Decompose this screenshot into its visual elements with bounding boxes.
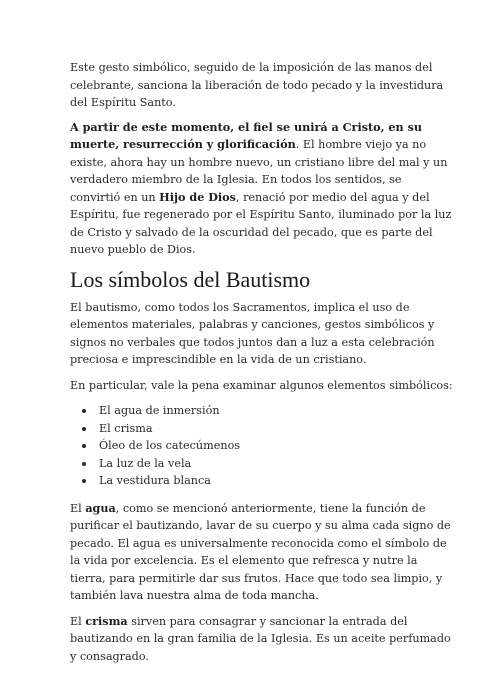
paragraph-union-with-christ xyxy=(70,119,453,259)
bullet-icon xyxy=(82,444,86,448)
bold-phrase-union: A partir de este momento, el fiel se unirá a Cristo, en su muerte, resurrección y glorificación xyxy=(70,119,423,151)
bullet-icon xyxy=(82,409,86,413)
bold-phrase-son-of-god: Hijo de Dios xyxy=(159,189,236,204)
bold-word-water: agua xyxy=(85,500,116,515)
section-heading: Los símbolos del Bautismo xyxy=(70,266,311,292)
list-item: La luz de la vela xyxy=(99,455,453,473)
list-item: La vestidura blanca xyxy=(99,472,453,490)
list-item: El agua de inmersión xyxy=(99,402,453,420)
bullet-icon xyxy=(82,479,86,483)
paragraph-baptism-intro: El bautismo, como todos los Sacramentos, implica el uso de elementos materiales, palabras y canciones, gestos simbólicos y signos no verbales que todos juntos dan a luz a esta celebración preciosa e imprescindible en la vida de un cristiano. xyxy=(70,300,435,366)
bullet-icon xyxy=(82,427,86,431)
bullet-icon xyxy=(82,462,86,466)
paragraph-gesture: Este gesto simbólico, seguido de la imposición de las manos del celebrante, sanciona la liberación de todo pecado y la investidura del Espíritu Santo. xyxy=(70,61,444,109)
paragraph-elements-intro: En particular, vale la pena examinar algunos elementos simbólicos: xyxy=(70,378,453,392)
bold-word-chrism: crisma xyxy=(85,613,128,628)
list-item: El crisma xyxy=(99,420,453,438)
text-reborn: , renació por medio del agua y del Espíritu, fue regenerado por el Espíritu Santo, iluminado por la luz de Cristo y salvado de la oscuridad del pecado, que es parte del nuevo pueblo de Dios. xyxy=(70,190,452,256)
text-new-man: . El hombre viejo ya no existe, ahora hay un hombre nuevo, un cristiano libre del mal y un verdadero miembro de la Iglesia. En todos los sentidos, se convirtió en un xyxy=(70,138,448,204)
paragraph-chrism: El crisma sirven para consagrar y sancionar la entrada del bautizando en la gran familia de la Iglesia. Es un aceite perfumado y consagrado. xyxy=(70,613,451,663)
paragraph-water: El agua, como se mencionó anteriormente, tiene la función de purificar el bautizando, lavar de su cuerpo y su alma cada signo de pecado. El agua es universalmente reconocida como el símbolo de la vida por excelencia. Es el elemento que refresca y nutre la tierra, para permitirle dar sus frutos. Hace que todo sea limpio, y también lava nuestra alma de toda mancha. xyxy=(70,500,451,602)
symbolic-elements-list xyxy=(70,402,453,490)
list-item: Óleo de los catecúmenos xyxy=(99,437,453,455)
